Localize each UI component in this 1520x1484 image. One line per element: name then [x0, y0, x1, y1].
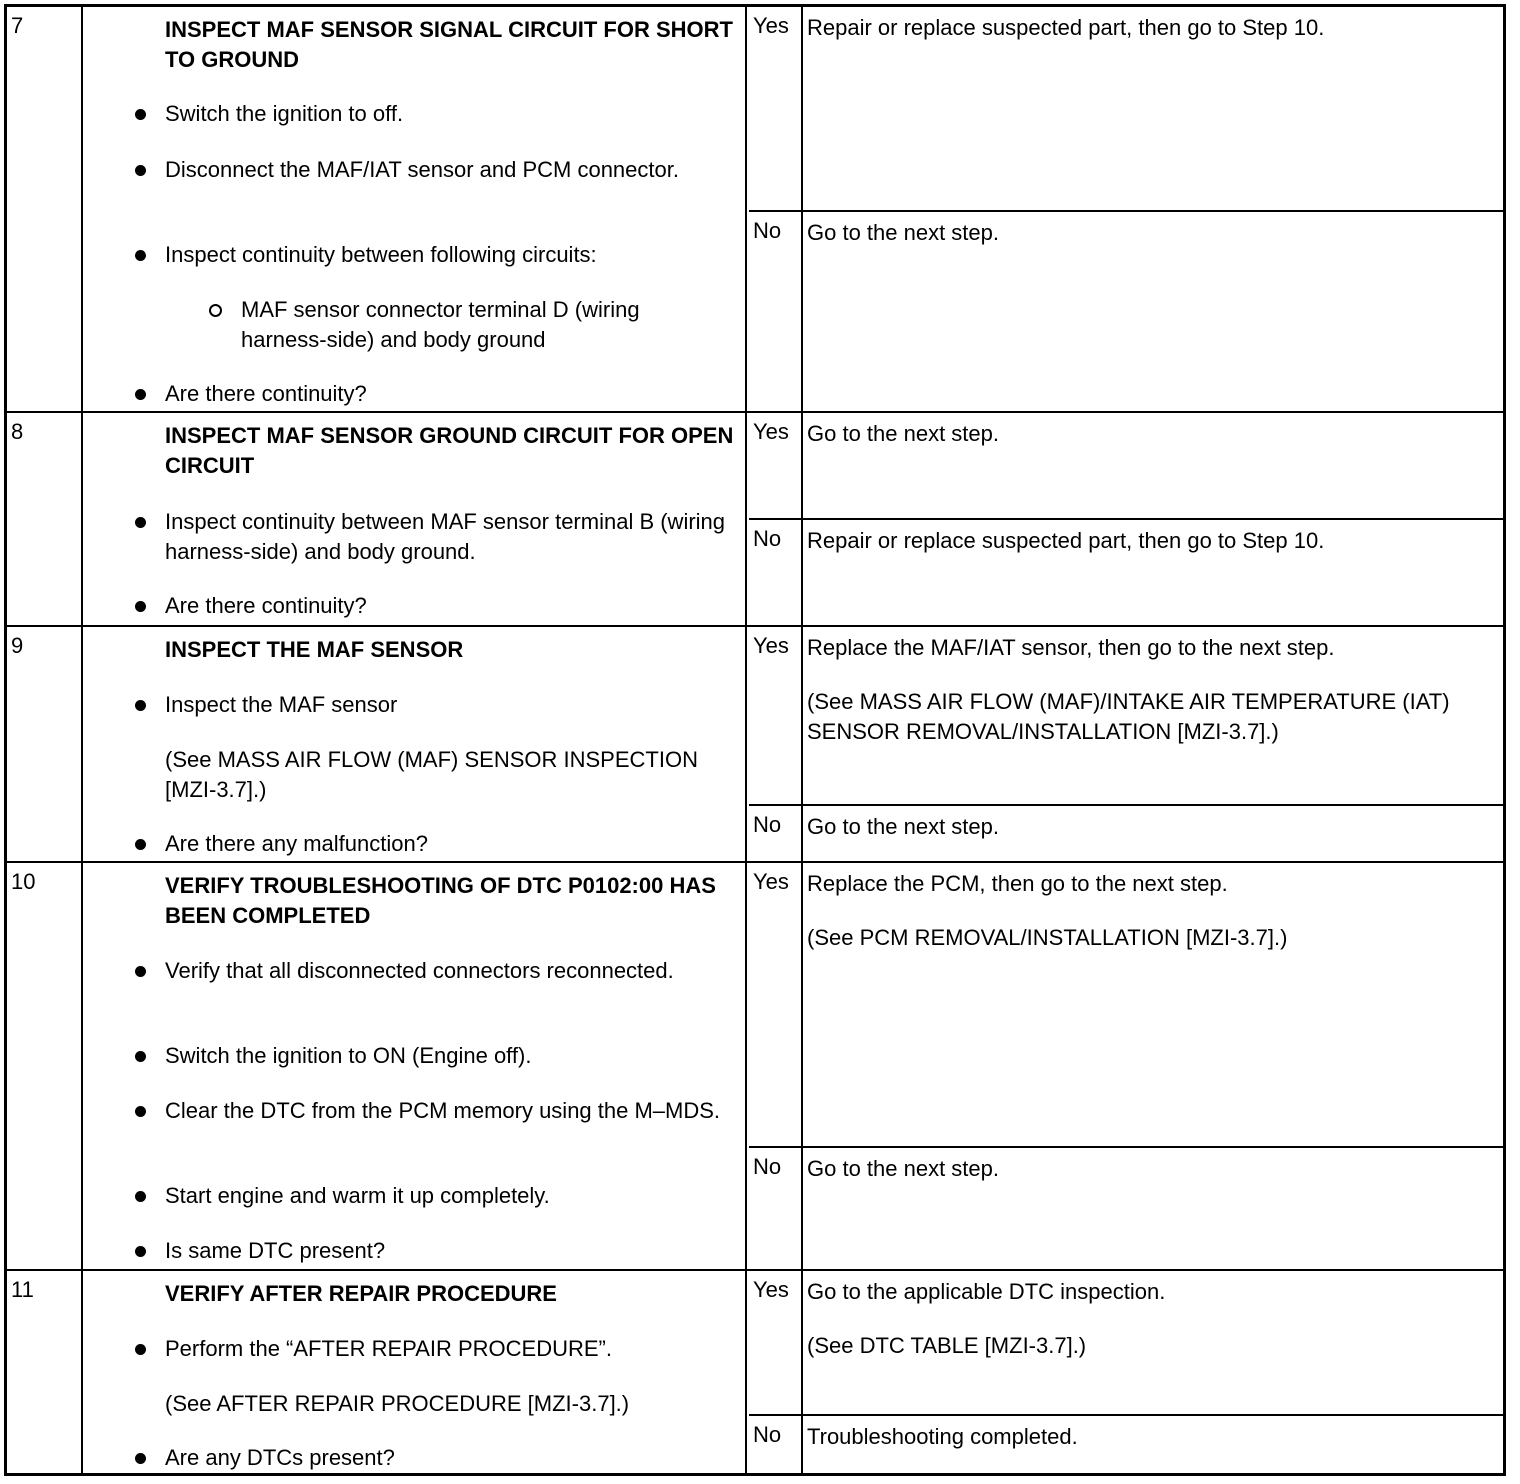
step-number: 7: [7, 7, 83, 411]
yes-note: (See PCM REMOVAL/INSTALLATION [MZI-3.7].): [807, 925, 1288, 950]
action-bullet: Inspect the MAF sensor: [165, 690, 725, 720]
action-sub-item: MAF sensor connector terminal D (wiring harness-side) and body ground: [241, 295, 701, 355]
action-bullet: Verify that all disconnected connectors reconnected.: [165, 956, 725, 986]
table-row-step-8: [7, 411, 1503, 627]
action-note: (See MASS AIR FLOW (MAF) SENSOR INSPECTION [MZI-3.7].): [165, 747, 698, 802]
yes-label: Yes: [753, 869, 789, 894]
step-title: INSPECT THE MAF SENSOR: [165, 637, 464, 662]
action-cell: [85, 413, 747, 627]
yes-result: [749, 413, 1503, 518]
no-result: [749, 518, 1503, 627]
yes-result: [749, 863, 1503, 1146]
action-bullet: Is same DTC present?: [165, 1236, 725, 1266]
no-result: [749, 210, 1503, 411]
step-title: INSPECT MAF SENSOR SIGNAL CIRCUIT FOR SHORT TO GROUND: [165, 17, 733, 72]
step-title: VERIFY AFTER REPAIR PROCEDURE: [165, 1281, 557, 1306]
yes-text: Go to the next step.: [807, 421, 1000, 446]
action-cell: [85, 7, 747, 411]
step-title: VERIFY TROUBLESHOOTING OF DTC P0102:00 HAS BEEN COMPLETED: [165, 873, 716, 928]
action-cell: [85, 863, 747, 1271]
yes-text: Replace the PCM, then go to the next step.: [807, 871, 1228, 896]
yes-result: [749, 627, 1503, 804]
step-number: 10: [7, 863, 83, 1271]
yes-label: Yes: [753, 13, 789, 38]
yes-label: Yes: [753, 1277, 789, 1302]
yes-result: [749, 7, 1503, 210]
no-label: No: [753, 526, 782, 551]
action-bullet: Are there continuity?: [165, 379, 725, 409]
table-row-step-9: [7, 625, 1503, 863]
action-bullet: Clear the DTC from the PCM memory using the M–MDS.: [165, 1096, 725, 1126]
no-text: Go to the next step.: [807, 814, 1000, 839]
table-row-step-11: [7, 1269, 1503, 1473]
action-bullet: Are there continuity?: [165, 591, 725, 621]
yes-text: Go to the applicable DTC inspection.: [807, 1279, 1166, 1304]
no-label: No: [753, 812, 782, 837]
no-label: No: [753, 218, 782, 243]
yes-label: Yes: [753, 419, 789, 444]
no-label: No: [753, 1422, 782, 1447]
yes-text: Repair or replace suspected part, then go to Step 10.: [807, 15, 1325, 40]
no-text: Go to the next step.: [807, 1156, 1000, 1181]
step-number: 8: [7, 413, 83, 627]
yes-result: [749, 1271, 1503, 1414]
action-bullet: Are there any malfunction?: [165, 829, 725, 859]
no-result: [749, 1146, 1503, 1271]
step-number: 9: [7, 627, 83, 863]
no-text: Repair or replace suspected part, then go to Step 10.: [807, 528, 1325, 553]
no-text: Troubleshooting completed.: [807, 1424, 1078, 1449]
action-bullet: Start engine and warm it up completely.: [165, 1181, 725, 1211]
no-label: No: [753, 1154, 782, 1179]
action-bullet: Are any DTCs present?: [165, 1443, 725, 1473]
yes-text: Replace the MAF/IAT sensor, then go to the next step.: [807, 635, 1335, 660]
action-bullet: Perform the “AFTER REPAIR PROCEDURE”.: [165, 1334, 725, 1364]
yes-label: Yes: [753, 633, 789, 658]
yes-note: (See MASS AIR FLOW (MAF)/INTAKE AIR TEMPERATURE (IAT) SENSOR REMOVAL/INSTALLATION [MZI-3.7].): [807, 689, 1450, 744]
step-title: INSPECT MAF SENSOR GROUND CIRCUIT FOR OPEN CIRCUIT: [165, 423, 734, 478]
no-result: [749, 1414, 1503, 1473]
troubleshooting-table: [4, 4, 1506, 1476]
action-bullet: Switch the ignition to off.: [165, 99, 725, 129]
no-result: [749, 804, 1503, 863]
action-bullet: Inspect continuity between following circuits:: [165, 240, 725, 270]
table-row-step-7: [7, 7, 1503, 411]
step-number: 11: [7, 1271, 83, 1473]
action-cell: [85, 1271, 747, 1473]
no-text: Go to the next step.: [807, 220, 1000, 245]
table-row-step-10: [7, 861, 1503, 1271]
yes-note: (See DTC TABLE [MZI-3.7].): [807, 1333, 1087, 1358]
action-bullet: Inspect continuity between MAF sensor terminal B (wiring harness-side) and body ground.: [165, 507, 725, 567]
action-bullet: Switch the ignition to ON (Engine off).: [165, 1041, 725, 1071]
action-cell: [85, 627, 747, 863]
action-note: (See AFTER REPAIR PROCEDURE [MZI-3.7].): [165, 1391, 630, 1416]
action-bullet: Disconnect the MAF/IAT sensor and PCM connector.: [165, 155, 725, 185]
